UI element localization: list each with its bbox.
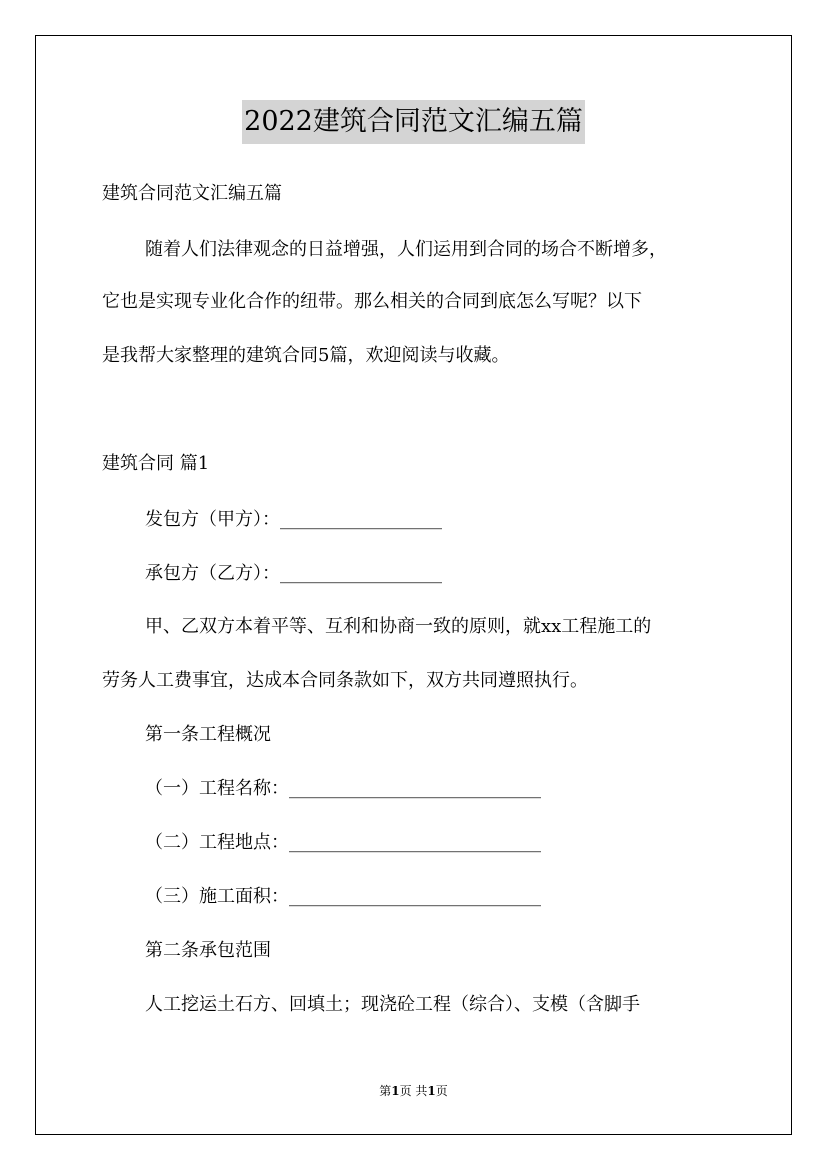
page-number: 1 xyxy=(391,1084,400,1098)
article-1-heading: 第一条工程概况 xyxy=(145,724,271,745)
page-total: 1 xyxy=(427,1084,436,1098)
party-b-field: 承包方（乙方）：__________________ xyxy=(145,563,442,584)
title-text: 2022建筑合同范文汇编五篇 xyxy=(242,100,585,144)
scope-line-1: 人工挖运土石方、回填土；现浇砼工程（综合）、支模（含脚手 xyxy=(145,994,640,1015)
page-footer xyxy=(0,1082,827,1099)
article-2-heading: 第二条承包范围 xyxy=(145,940,271,961)
footer-mid: 页 共 xyxy=(399,1084,428,1098)
preamble-line-1: 甲、乙双方本着平等、互利和协商一致的原则，就xx工程施工的 xyxy=(145,616,652,637)
preamble-line-2: 劳务人工费事宜，达成本合同条款如下，双方共同遵照执行。 xyxy=(102,670,588,691)
section-heading-1: 建筑合同 篇1 xyxy=(102,453,210,474)
party-a-field: 发包方（甲方）：__________________ xyxy=(145,509,442,530)
intro-line-1: 随着人们法律观念的日益增强，人们运用到合同的场合不断增多， xyxy=(145,239,667,260)
construction-area-field: （三）施工面积：____________________________ xyxy=(145,886,541,907)
footer-suffix: 页 xyxy=(435,1084,448,1098)
project-location-field: （二）工程地点：____________________________ xyxy=(145,832,541,853)
footer-prefix: 第 xyxy=(379,1084,392,1098)
subtitle: 建筑合同范文汇编五篇 xyxy=(102,183,282,204)
document-title xyxy=(0,100,827,144)
intro-line-3: 是我帮大家整理的建筑合同5篇，欢迎阅读与收藏。 xyxy=(102,345,510,366)
intro-line-2: 它也是实现专业化合作的纽带。那么相关的合同到底怎么写呢？以下 xyxy=(102,291,642,312)
project-name-field: （一）工程名称：____________________________ xyxy=(145,778,541,799)
